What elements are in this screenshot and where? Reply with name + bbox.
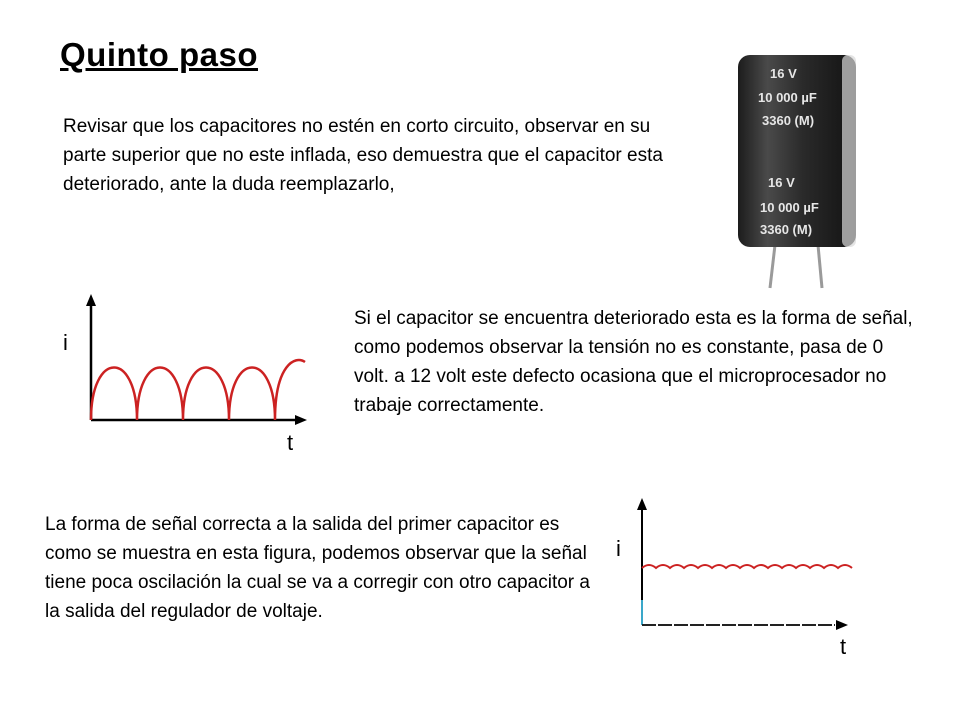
paragraph-faulty-signal: Si el capacitor se encuentra deteriorado esta es la forma de señal, como podemos observar la tensión no es constante, pasa de 0 volt. a 12 volt este defecto ocasiona que el microprocesador no trabaje correctamente. (354, 308, 913, 416)
cap-marking-voltage-1: 16 V (770, 66, 797, 81)
y-axis-arrow (86, 294, 96, 306)
rectified-signal-wave (91, 360, 305, 420)
cap-marking-code-1: 3360 (M) (762, 113, 815, 128)
cap-marking-voltage-2: 16 V (768, 175, 795, 190)
cap-marking-capacitance-1: 10 000 µF (758, 90, 817, 105)
graph-correct-signal (600, 490, 880, 670)
slide-title: Quinto paso (60, 36, 258, 73)
y-axis-label: i (63, 330, 68, 355)
y-axis-arrow (637, 498, 647, 510)
x-axis-arrow (295, 415, 307, 425)
filtered-signal-wave (642, 565, 852, 568)
cap-marking-code-2: 3360 (M) (760, 222, 813, 237)
x-axis-label: t (287, 430, 294, 455)
paragraph-correct-signal: La forma de señal correcta a la salida del primer capacitor es como se muestra en esta figura, podemos observar que la señal tiene poca oscilación la cual se va a corregir con otro capacitor a la salida del regulador de voltaje. (45, 514, 590, 622)
x-axis-arrow (836, 620, 848, 630)
capacitor-photo (730, 50, 870, 290)
y-axis-label: i (616, 536, 621, 561)
cap-marking-capacitance-2: 10 000 µF (760, 200, 819, 215)
x-axis-label: t (840, 634, 847, 659)
graph-faulty-signal (55, 290, 315, 460)
paragraph-inspect-capacitors: Revisar que los capacitores no estén en corto circuito, observar en su parte superior que no este inflada, eso demuestra que el capacitor esta deteriorado, ante la duda reemplazarlo, (63, 116, 663, 195)
